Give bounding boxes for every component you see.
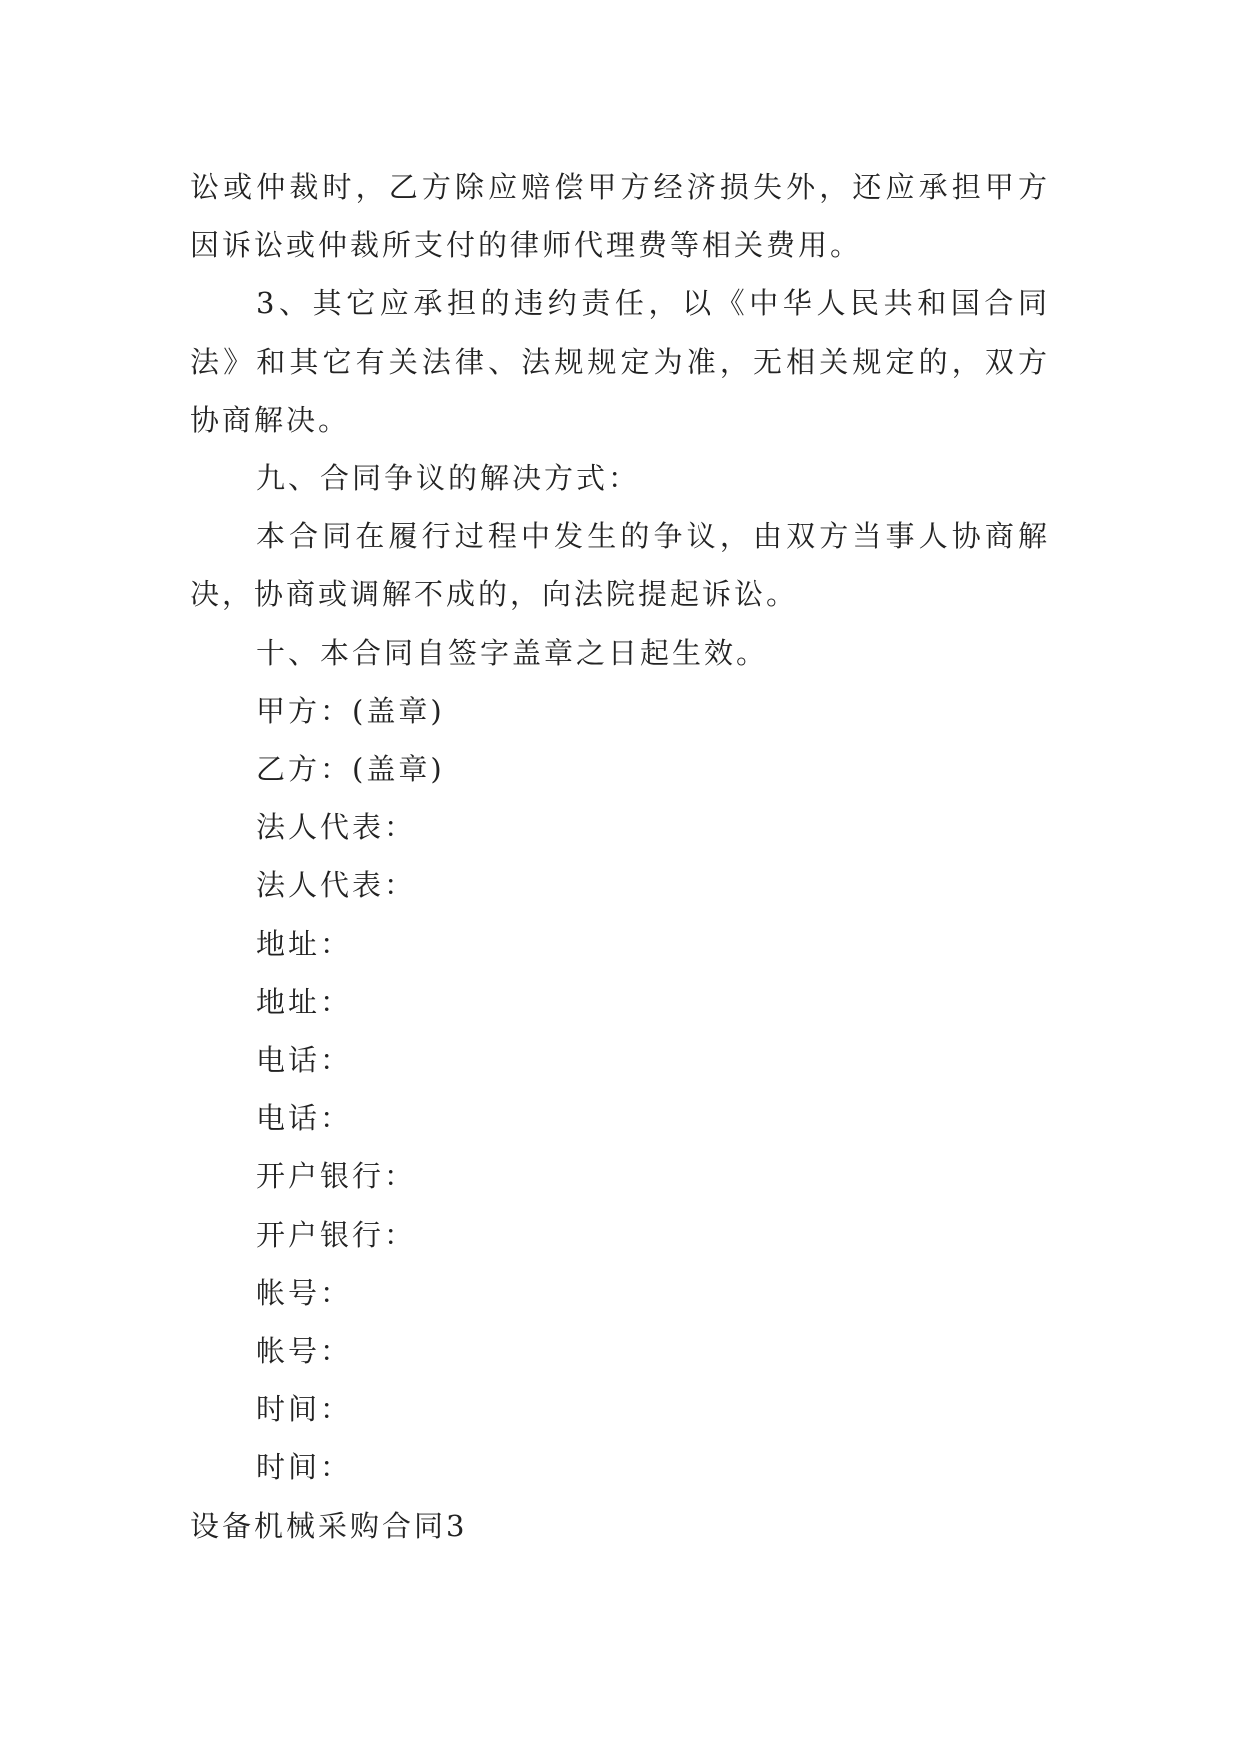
field-bank-a: 开户银行： [256,1159,417,1194]
section-heading-effective-date: 十、本合同自签字盖章之日起生效。 [256,635,769,670]
paragraph-dispute-resolution: 本合同在履行过程中发生的争议，由双方当事人协商解决，协商或调解不成的，向法院提起诉讼。 [190,519,1050,612]
next-document-heading: 设备机械采购合同3 [190,1508,468,1543]
field-legal-representative-b: 法人代表： [256,868,417,903]
signature-party-a-seal: 甲方：(盖章) [256,693,445,728]
field-date-b: 时间： [256,1450,353,1485]
paragraph-other-liability: 3、其它应承担的违约责任，以《中华人民共和国合同法》和其它有关法律、法规规定为准，无相关规定的，双方协商解决。 [190,286,1050,437]
document-body [190,158,1050,1555]
field-legal-representative-a: 法人代表： [256,810,417,845]
field-date-a: 时间： [256,1392,353,1427]
field-address-b: 地址： [256,984,353,1019]
field-account-a: 帐号： [256,1275,353,1310]
field-account-b: 帐号： [256,1334,353,1369]
field-phone-a: 电话： [256,1043,353,1078]
section-heading-dispute-resolution: 九、合同争议的解决方式： [256,461,641,496]
field-phone-b: 电话： [256,1101,353,1136]
field-address-a: 地址： [256,926,353,961]
field-bank-b: 开户银行： [256,1217,417,1252]
paragraph-breach-liability-continued: 讼或仲裁时，乙方除应赔偿甲方经济损失外，还应承担甲方因诉讼或仲裁所支付的律师代理费等相关费用。 [190,170,1050,263]
signature-party-b-seal: 乙方：(盖章) [256,752,445,787]
